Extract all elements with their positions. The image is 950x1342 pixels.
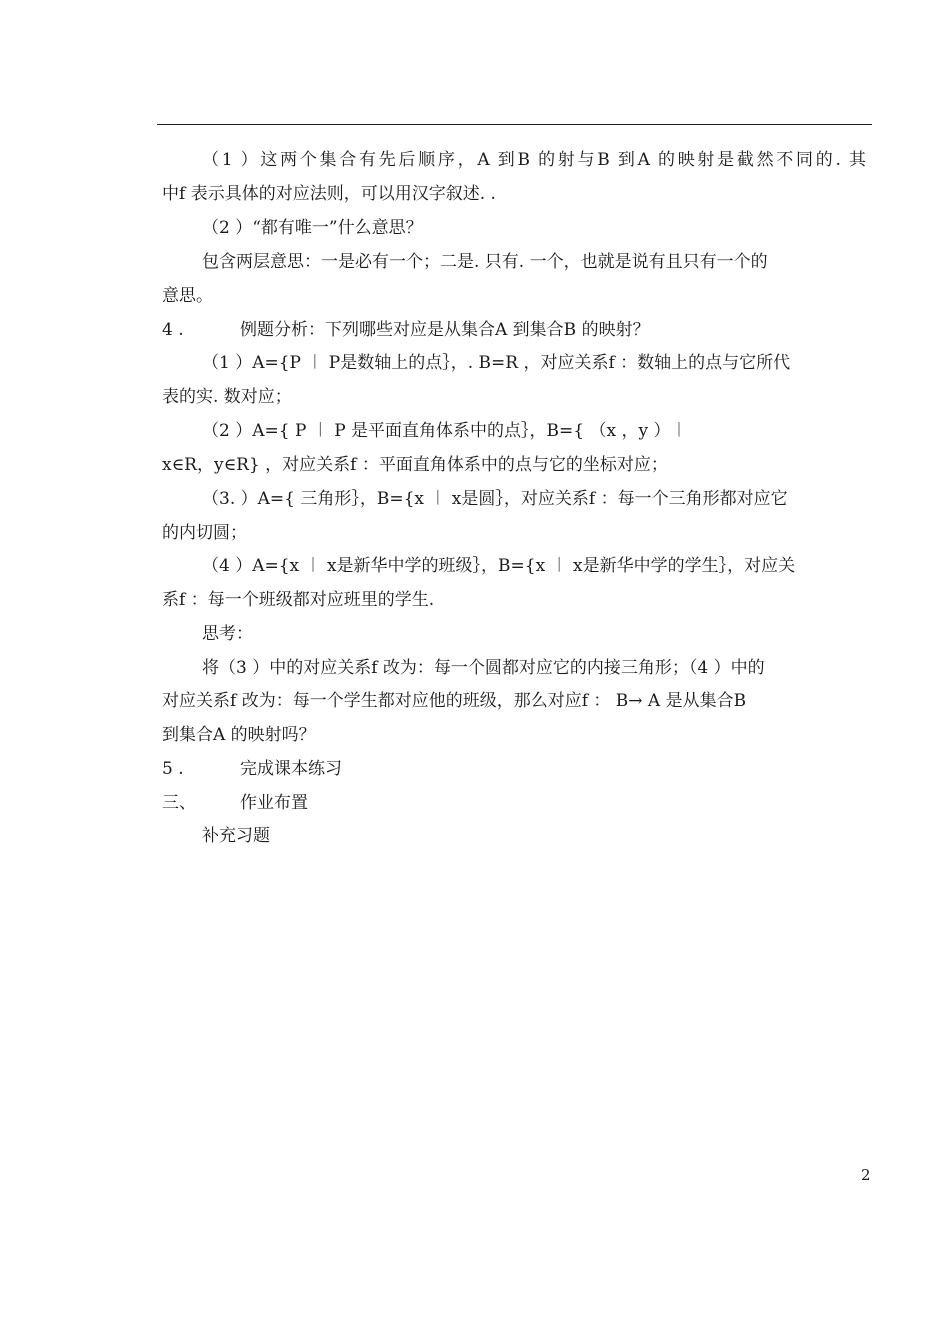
page-number: 2 xyxy=(861,1166,871,1184)
text-line: 将（3 ）中的对应关系f 改为：每一个圆都对应它的内接三角形；（4 ）中的 xyxy=(202,658,765,678)
text-line: 表的实. 数对应； xyxy=(162,387,292,407)
text-line: （2 ）A={ P ︱ P 是平面直角体系中的点｝，B={ （x ，y ）︱ xyxy=(202,421,688,441)
text-line: 思考： xyxy=(202,624,253,644)
text-line: （1 ）A={P ︱ P是数轴上的点｝，. B=R ，对应关系f ：数轴上的点与它所代 xyxy=(202,353,791,373)
item-number-4: 4 . xyxy=(162,320,184,340)
text-line: 完成课本练习 xyxy=(240,759,342,779)
text-line: 补充习题 xyxy=(202,826,270,846)
text-line: （1 ）这两个集合有先后顺序，A 到B 的射与B 到A 的映射是截然不同的. 其 xyxy=(202,150,866,170)
text-line: 中f 表示具体的对应法则，可以用汉字叙述. . xyxy=(162,184,496,204)
text-line: 的内切圆； xyxy=(162,523,247,543)
section-heading: 作业布置 xyxy=(240,793,308,813)
text-line: 包含两层意思：一是必有一个；二是. 只有. 一个，也就是说有且只有一个的 xyxy=(202,252,768,272)
text-line: 对应关系f 改为：每一个学生都对应他的班级，那么对应f ： B→ A 是从集合B xyxy=(162,691,747,711)
text-line: x∈R，y∈R} ，对应关系f ：平面直角体系中的点与它的坐标对应； xyxy=(162,455,668,475)
text-line: （3. ）A={ 三角形｝，B={x ︱ x是圆｝，对应关系f ：每一个三角形都对应它 xyxy=(202,489,788,509)
text-line: 到集合A 的映射吗？ xyxy=(162,725,316,745)
text-line: （2 ）“都有唯一”什么意思？ xyxy=(202,218,423,238)
header-rule xyxy=(157,124,872,125)
text-line: （4 ）A={x ︱ x是新华中学的班级｝，B={x ︱ x是新华中学的学生｝，对应关 xyxy=(202,556,796,576)
item-number-5: 5 . xyxy=(162,759,184,779)
text-line: 意思。 xyxy=(162,286,213,306)
text-line: 系f ：每一个班级都对应班里的学生. xyxy=(162,590,435,610)
section-number-3: 三、 xyxy=(162,793,196,813)
text-line: 例题分析：下列哪些对应是从集合A 到集合B 的映射？ xyxy=(240,320,650,340)
